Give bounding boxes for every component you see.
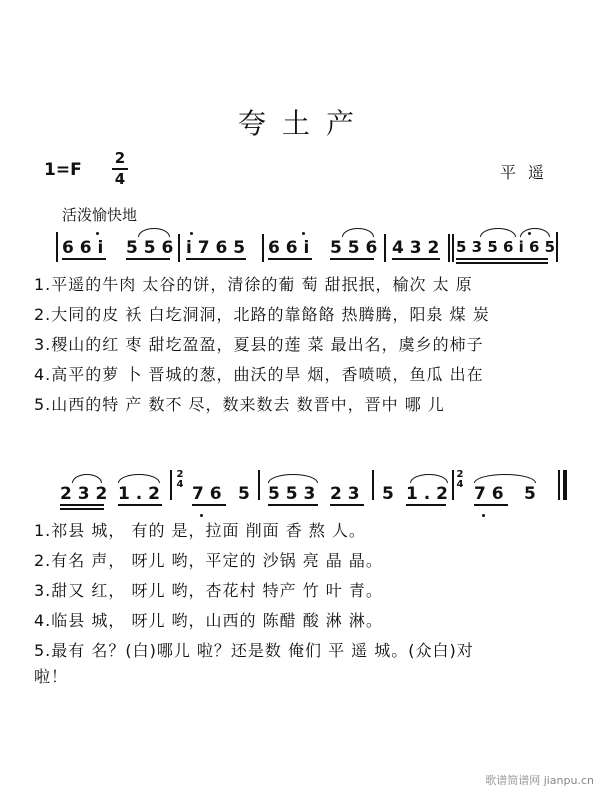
slur: [342, 228, 374, 237]
barline: [178, 234, 180, 262]
octave-dot: [190, 232, 193, 235]
measure: 5 3 5 6 i 6 5: [456, 238, 556, 256]
lyric-line: 4.高平的萝 卜 晋城的葱，曲沃的旱 烟，香喷喷，鱼瓜 出在: [34, 365, 484, 384]
measure: 1 . 2: [118, 484, 160, 504]
beam: [456, 258, 548, 260]
lyric-line: 4.临县 城， 呀儿 哟，山西的 陈醋 酸 淋 淋。: [34, 611, 383, 630]
lyric-line: 2.大同的皮 袄 白圪洞洞，北路的靠餎餎 热腾腾，阳泉 煤 炭: [34, 305, 490, 324]
lyric-line: 1.祁县 城， 有的 是，拉面 削面 香 熬 人。: [34, 521, 366, 540]
barline: [556, 232, 558, 262]
measure: 5 5 3: [268, 484, 316, 504]
time-signature-bottom: 4: [114, 170, 126, 188]
beam: [330, 504, 364, 506]
beam: [474, 504, 508, 506]
slur: [474, 474, 536, 483]
beam: [456, 262, 548, 264]
measure: 2 3: [330, 484, 360, 504]
measure: 5: [238, 484, 250, 504]
beam: [392, 258, 440, 260]
beam: [268, 504, 318, 506]
time-change-bottom: 4: [456, 479, 464, 490]
measure: 7 6: [474, 484, 504, 504]
beam: [118, 504, 162, 506]
composer: 平遥: [500, 163, 557, 182]
octave-dot: [302, 232, 305, 235]
beam: [60, 504, 104, 506]
lyric-line: 2.有名 声， 呀儿 哟，平定的 沙锅 亮 晶 晶。: [34, 551, 383, 570]
barline: [56, 232, 58, 262]
beam: [192, 504, 226, 506]
time-change-top: 2: [456, 469, 464, 480]
measure: 5 5 6: [126, 238, 174, 258]
song-title: 夸土产: [238, 107, 371, 140]
slur: [480, 228, 516, 237]
measure: 6 6 i: [268, 238, 310, 258]
barline: [384, 234, 386, 262]
slur: [138, 228, 170, 237]
time-change-bottom: 4: [176, 479, 184, 490]
octave-dot: [96, 232, 99, 235]
time-signature: [112, 150, 128, 188]
slur: [118, 474, 160, 483]
beam: [268, 258, 312, 260]
barline: [258, 470, 260, 500]
barline: [448, 234, 450, 262]
beam: [62, 258, 106, 260]
key-signature: 1=F: [44, 160, 82, 180]
barline: [262, 234, 264, 262]
slur: [72, 474, 102, 483]
measure: 5 5 6: [330, 238, 378, 258]
barline: [452, 234, 454, 262]
measure: 5: [382, 484, 394, 504]
slur: [520, 228, 550, 237]
tempo-marking: 活泼愉快地: [62, 206, 138, 224]
barline: [372, 470, 374, 500]
watermark: 歌谱简谱网 jianpu.cn: [485, 774, 594, 787]
beam: [186, 258, 246, 260]
barline: [170, 470, 172, 500]
lyric-line: 3.稷山的红 枣 甜圪盈盈，夏县的莲 菜 最出名，虞乡的柿子: [34, 335, 484, 354]
measure: 5: [524, 484, 536, 504]
lyric-line: 1.平遥的牛肉 太谷的饼，清徐的葡 萄 甜抿抿，榆次 太 原: [34, 275, 473, 294]
octave-dot-low: [200, 514, 203, 517]
final-barline-thick: [563, 470, 567, 500]
beam: [60, 508, 104, 510]
lyric-line: 3.甜又 红， 呀儿 哟，杏花村 特产 竹 叶 青。: [34, 581, 383, 600]
measure: i 7 6 5: [186, 238, 246, 258]
time-signature-top: 2: [114, 149, 126, 167]
lyric-line: 啦！: [34, 667, 69, 686]
measure: 4 3 2: [392, 238, 440, 258]
octave-dot-low: [482, 514, 485, 517]
lyric-line: 5.山西的特 产 数不 尽，数来数去 数晋中，晋中 哪 儿: [34, 395, 445, 414]
measure: 6 6 i: [62, 238, 104, 258]
measure: 7 6: [192, 484, 222, 504]
measure: 2 3 2: [60, 484, 108, 504]
barline: [452, 470, 454, 500]
final-barline-thin: [558, 470, 560, 500]
beam: [406, 504, 446, 506]
beam: [330, 258, 374, 260]
measure: 1 . 2: [406, 484, 448, 504]
lyric-line: 5.最有 名？(白)哪儿 啦？还是数 俺们 平 遥 城。(众白)对: [34, 641, 474, 660]
time-change-top: 2: [176, 469, 184, 480]
beam: [126, 258, 170, 260]
slur: [410, 474, 448, 483]
slur: [268, 474, 318, 483]
